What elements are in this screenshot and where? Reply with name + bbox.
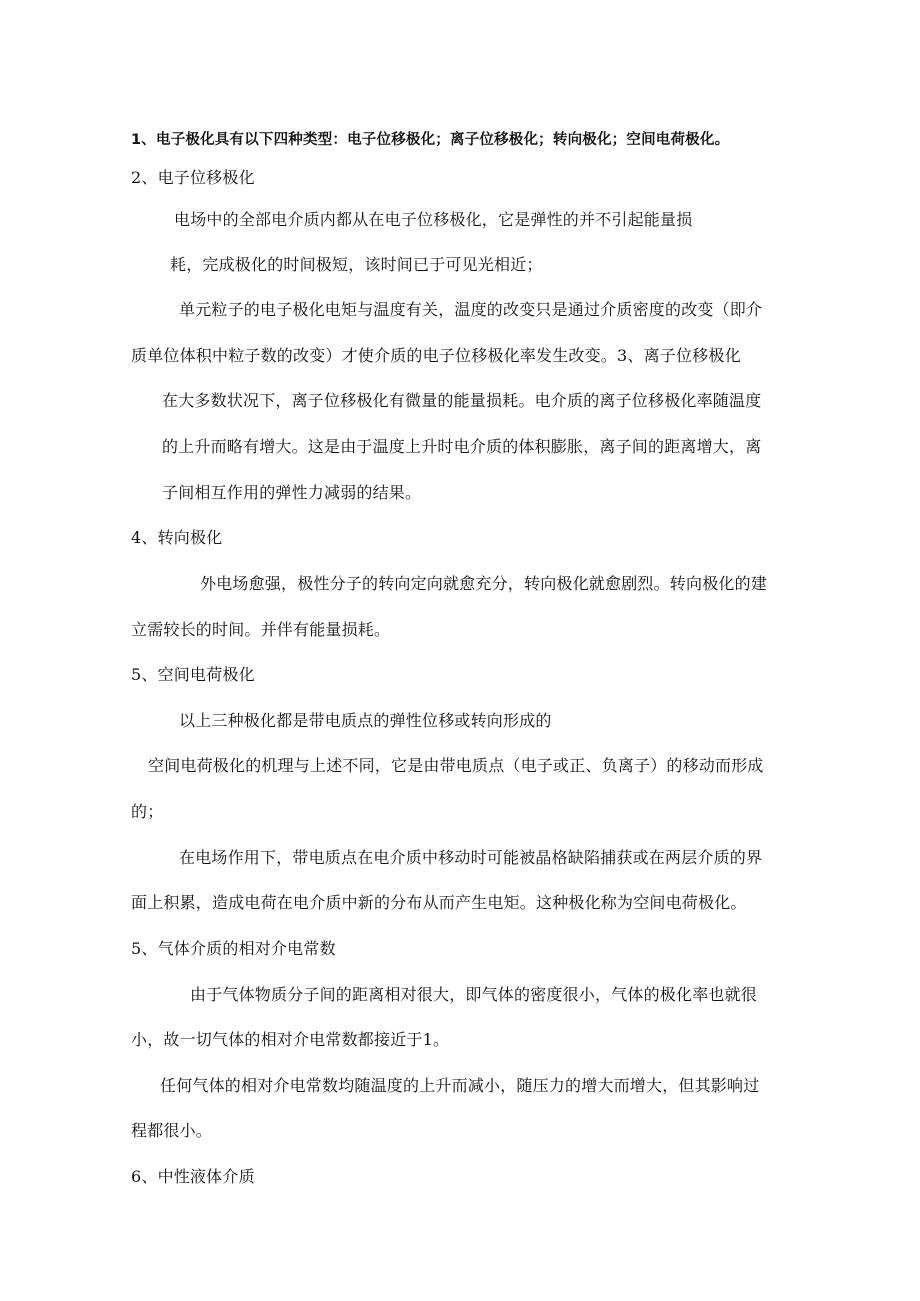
paragraph-line: 耗，完成极化的时间极短，该时间已于可见光相近； — [170, 255, 543, 274]
paragraph-line: 单元粒子的电子极化电矩与温度有关，温度的改变只是通过介质密度的改变（即介 — [179, 300, 763, 319]
paragraph-line: 的上升而略有增大。这是由于温度上升时电介质的体积膨胀，离子间的距离增大，离 — [162, 437, 762, 456]
paragraph-line: 电场中的全部电介质内都从在电子位移极化，它是弹性的并不引起能量损 — [174, 210, 693, 229]
paragraph-line: 在电场作用下，带电质点在电介质中移动时可能被晶格缺陷捕获或在两层介质的界 — [179, 848, 763, 867]
paragraph-line: 质单位体积中粒子数的改变）才使介质的电子位移极化率发生改变。3、离子位移极化 — [131, 346, 741, 365]
paragraph-line: 面上积累，造成电荷在电介质中新的分布从而产生电矩。这种极化称为空间电荷极化。 — [131, 893, 747, 912]
paragraph-line: 的； — [131, 802, 164, 821]
paragraph-line: 任何气体的相对介电常数均随温度的上升而减小，随压力的增大而增大，但其影响过 — [160, 1076, 760, 1095]
heading-electronic-polarization: 2、电子位移极化 — [131, 168, 255, 187]
paragraph-line: 子间相互作用的弹性力减弱的结果。 — [162, 483, 422, 502]
paragraph-line: 在大多数状况下，离子位移极化有微量的能量损耗。电介质的离子位移极化率随温度 — [162, 391, 762, 410]
paragraph-line: 由于气体物质分子间的距离相对很大，即气体的密度很小，气体的极化率也就很 — [190, 985, 758, 1004]
paragraph-line: 空间电荷极化的机理与上述不同，它是由带电质点（电子或正、负离子）的移动而形成 — [148, 756, 764, 775]
heading-neutral-liquid-dielectric: 6、中性液体介质 — [131, 1167, 255, 1186]
intro-line: 1、电子极化具有以下四种类型：电子位移极化；离子位移极化；转向极化；空间电荷极化。 — [131, 132, 730, 148]
heading-gas-dielectric-constant: 5、气体介质的相对介电常数 — [131, 939, 336, 958]
heading-space-charge-polarization: 5、空间电荷极化 — [131, 665, 255, 684]
paragraph-line: 程都很小。 — [131, 1121, 213, 1140]
paragraph-line: 立需较长的时间。并伴有能量损耗。 — [131, 620, 391, 639]
paragraph-line: 以上三种极化都是带电质点的弹性位移或转向形成的 — [179, 711, 552, 730]
heading-orientation-polarization: 4、转向极化 — [131, 528, 223, 547]
paragraph-line: 外电场愈强，极性分子的转向定向就愈充分，转向极化就愈剧烈。转向极化的建 — [200, 574, 768, 593]
paragraph-line: 小，故一切气体的相对介电常数都接近于1。 — [131, 1030, 450, 1049]
